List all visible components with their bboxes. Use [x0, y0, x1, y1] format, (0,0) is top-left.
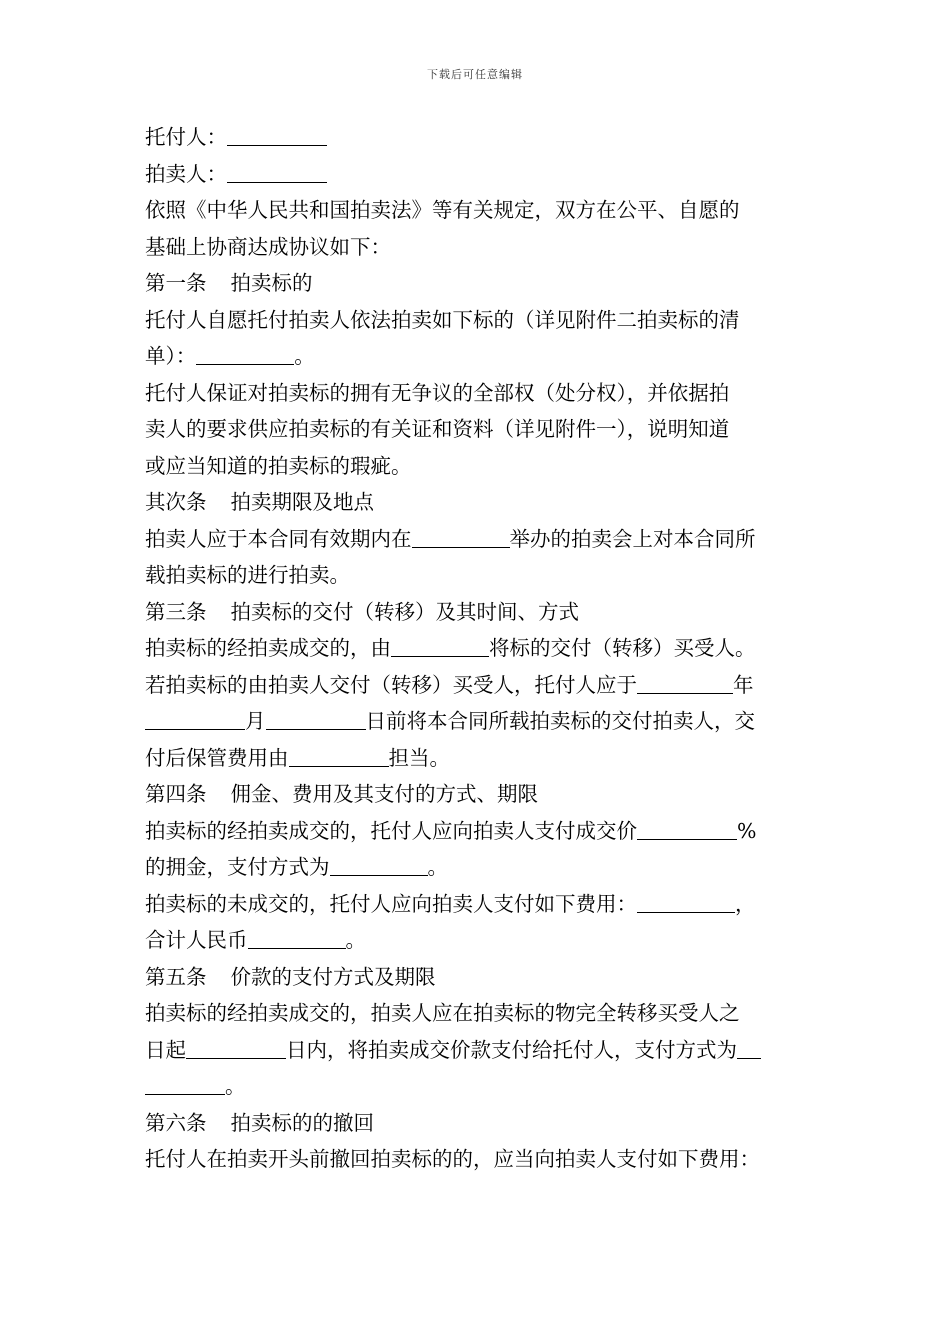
article-2-title: 拍卖期限及地点 — [230, 490, 374, 514]
year-blank — [637, 673, 733, 694]
consignor-line — [145, 119, 815, 156]
article-1-heading — [145, 265, 815, 302]
payment-days-blank — [186, 1038, 286, 1059]
preamble-line-1: 依照《中华人民共和国拍卖法》等有关规定，双方在公平、自愿的 — [145, 198, 740, 222]
article-1-line-3: 托付人保证对拍卖标的拥有无争议的全部权（处分权），并依据拍 — [145, 380, 730, 405]
article-3-heading — [145, 594, 815, 631]
article-1-title: 拍卖标的 — [230, 271, 313, 295]
article-2-heading — [145, 484, 815, 521]
article-5-line-2: 日起 日内，将拍卖成交价款支付给托付人，支付方式为 — [145, 1032, 815, 1069]
article-6-title: 拍卖标的的撤回 — [230, 1110, 374, 1135]
total-rmb-blank — [248, 928, 346, 949]
article-4-title: 佣金、费用及其支付的方式、期限 — [230, 782, 538, 806]
article-3-number: 第三条 — [145, 599, 207, 624]
article-5-title: 价款的支付方式及期限 — [230, 964, 436, 989]
article-5-number: 第五条 — [145, 964, 207, 989]
auctioneer-label: 拍卖人： — [145, 161, 227, 186]
article-3-line-3: 月 日前将本合同所载拍卖标的交付拍卖人，交 — [145, 703, 815, 740]
payment-method-blank-end — [145, 1074, 225, 1095]
contract-body — [145, 119, 815, 1178]
unsold-fees-blank — [637, 892, 735, 913]
delivery-party-blank — [391, 636, 489, 657]
article-6-number: 第六条 — [145, 1110, 207, 1135]
payment-method-blank — [330, 855, 428, 876]
payment-method-blank-start — [737, 1038, 761, 1059]
article-1-line-4: 卖人的要求供应拍卖标的有关证和资料（详见附件一），说明知道 — [145, 417, 730, 441]
article-1-line-2: 单）： 。 — [145, 344, 315, 368]
auctioneer-blank — [227, 162, 327, 183]
article-4-heading — [145, 776, 815, 813]
article-5-line-3: 。 — [145, 1068, 815, 1105]
article-3-line-1: 拍卖标的经拍卖成交的，由 将标的交付（转移）买受人。 — [145, 636, 756, 660]
consignor-blank — [227, 125, 327, 146]
article-4-line-4: 合计人民币 。 — [145, 928, 366, 952]
article-6-line-1: 托付人在拍卖开头前撤回拍卖标的的，应当向拍卖人支付如下费用： — [145, 1147, 760, 1171]
article-2-line-1: 拍卖人应于本合同有效期内在 举办的拍卖会上对本合同所 — [145, 526, 756, 551]
storage-fee-party-blank — [289, 746, 389, 767]
article-6-heading — [145, 1105, 815, 1142]
article-3-title: 拍卖标的交付（转移）及其时间、方式 — [230, 599, 579, 624]
article-5-line-1: 拍卖标的经拍卖成交的，拍卖人应在拍卖标的物完全转移买受人之 — [145, 1001, 740, 1025]
month-blank — [145, 709, 245, 730]
article-1-line-1: 托付人自愿托付拍卖人依法拍卖如下标的（详见附件二拍卖标的清 — [145, 307, 740, 332]
item-list-blank — [196, 344, 294, 365]
article-3-line-2: 若拍卖标的由拍卖人交付（转移）买受人，托付人应于 年 — [145, 672, 754, 697]
article-2-line-2: 载拍卖标的进行拍卖。 — [145, 563, 350, 587]
article-3-line-4: 付后保管费用由 担当。 — [145, 745, 450, 770]
article-1-number: 第一条 — [145, 271, 207, 295]
consignor-label: 托付人： — [145, 125, 227, 149]
article-4-line-1: 拍卖标的经拍卖成交的，托付人应向拍卖人支付成交价 % — [145, 818, 757, 843]
day-blank — [266, 709, 366, 730]
commission-rate-blank — [637, 819, 737, 840]
article-5-heading — [145, 959, 815, 996]
article-2-number: 其次条 — [145, 490, 207, 514]
preamble-line-2: 基础上协商达成协议如下： — [145, 234, 391, 259]
article-4-number: 第四条 — [145, 782, 207, 806]
auction-venue-blank — [412, 527, 510, 548]
article-4-line-3: 拍卖标的未成交的，托付人应向拍卖人支付如下费用： ， — [145, 891, 756, 916]
article-4-line-2: 的拥金，支付方式为 。 — [145, 855, 448, 879]
page-header: 下载后可任意编辑 — [427, 68, 523, 81]
article-1-line-5: 或应当知道的拍卖标的瑕疵。 — [145, 453, 412, 478]
auctioneer-line — [145, 156, 815, 193]
